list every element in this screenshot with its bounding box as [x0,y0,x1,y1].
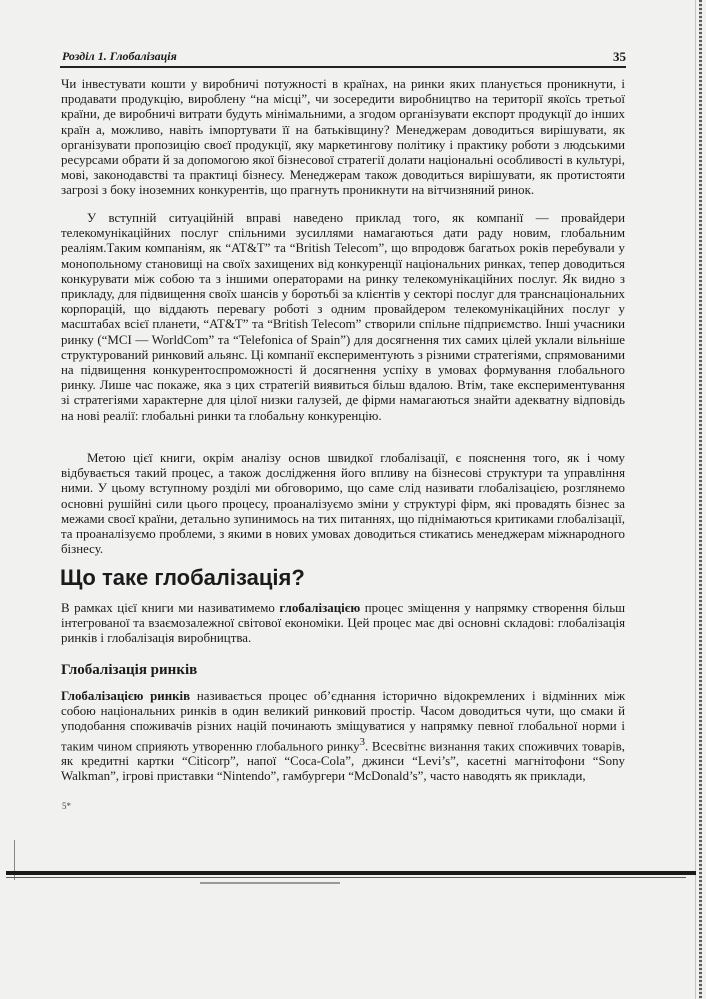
header-rule [60,66,626,68]
signature-mark: 5* [62,801,71,811]
term-globalization: глобалізацією [279,601,361,615]
page-bottom-rule-thin [6,877,686,878]
page-bottom-rule [6,871,696,875]
term-market-globalization: Глобалізацією ринків [61,689,191,703]
footnote-ref: 3 [359,735,365,748]
page-number: 35 [613,49,626,64]
paragraph-3: Метою цієї книги, окрім аналізу основ швидкої глобалізації, є пояснення того, як і чому відбувається такий процес, а також дослідження його впливу на бізнесові структури та управління ними. У цьому вступному розділі ми обговоримо, що саме слід називати глобалізацією, розглянемо основні рушійні сили цього процесу, проаналізуємо зміни у структурі фірм, які провадять бізнес за межами своєї країни, детально зупинимось на тих питаннях, що піднімаються критиками глобалізації, та проаналізуємо проблеми, з якими в нових умовах доводиться стикатись менеджерам міжнародного бізнесу. [61,451,625,557]
paragraph-2: У вступній ситуаційній вправі наведено приклад того, як компанії — провайдери телекомунікаційних послуг спільними зусиллями намагаються дати раду новим, глобальним реаліям.Таким компаніям, як “AT&T” та “British Telecom”, що впродовж багатьох років перебували у монопольному становищі на своїх захищених від конкуренції національних ринках, тепер доводиться конкурувати між собою та з іншими операторами на ринку телекомунікаційних послуг. Як видно з прикладу, для підвищення своїх шансів у боротьбі за клієнтів у секторі послуг для транснаціональних корпорацій, що віддають перевагу роботі з одним провайдером телекомунікаційних послуг у масштабах всієї планети, “AT&T” та “British Telecom” створили спільне підприємство. Інші учасники ринку (“MCI — WorldCom” та “Telefonica of Spain”) для досягнення тих самих цілей уклали вільніше структурований ринковий альянс. Ці компанії експериментують з різними стратегіями, спрямованими на підвищення конкурентоспроможності й досягнення успіху в умовах формування глобального ринку. Лише час покаже, яка з цих стратегій виявиться більш вдалою. Втім, таке експериментування зі стратегіями характерне для цілої низки галузей, де фірми намагаються знайти адекватну відповідь на нові реалії: глобальні ринки та глобальну конкуренцію. [61,211,625,423]
scan-edge-right [699,0,702,999]
paragraph-markets-text-2: . Всесвітнє визнання таких споживчих товарів, як кредитні картки “Citicorp”, напої “Coca-Cola”, джинси “Levi’s”, касетні магнітофони “Sony Walkman”, ігрові приставки “Nintendo”, гамбургери “McDonald’s”, часто наводять як приклади, [61,738,625,784]
scan-edge-line [695,0,696,999]
paragraph-markets [61,689,625,785]
paragraph-1: Чи інвестувати кошти у виробничі потужності в країнах, на ринки яких планується проникнути, і продавати продукцію, вироблену “на місці”, чи зосередити виробництво на території якоїсь третьої країни, де виробничі витрати будуть мінімальними, а згодом організувати експорт продукції до інших країн а, можливо, навіть імпортувати її на батьківщину? Менеджерам доводиться вирішувати, як організувати пропозицію своєї продукції, яку маркетингову політику і практику роботи з людськими ресурсами обрати й за допомогою якої бізнесової стратегії долати національні особливості в культурі, мові, законодавстві та практиці бізнесу. Менеджерам також доводиться вирішувати, як протистояти загрозі з боку іноземних конкурентів, що прагнуть проникнути на вітчизняний ринок. [61,77,625,198]
section-title: Що таке глобалізація? [60,565,305,590]
running-head: Розділ 1. Глобалізація [62,49,177,63]
paragraph-definition-lead: В рамках цієї книги ми називатимемо [61,601,280,615]
subsection-title: Глобалізація ринків [61,662,198,678]
paragraph-markets-text: називається процес об’єднання історично відокремлених і відмінних між собою національних ринків в один великий ринковий простір. Часом доводиться чути, що смаки й уподобання споживачів різних націй починають зміщуватися у напрямку певної глобальної норми і таким чином сприяють утворенню глобального ринку [61,689,625,753]
paragraph-definition-rest: процес зміщення у напрямку створення більш інтегрованої та взаємозалежної світової економіки. Цей процес має дві основні складові: глобалізація ринків і глобалізація виробництва. [61,601,625,646]
scan-smudge [200,882,340,884]
paragraph-definition [61,601,625,647]
